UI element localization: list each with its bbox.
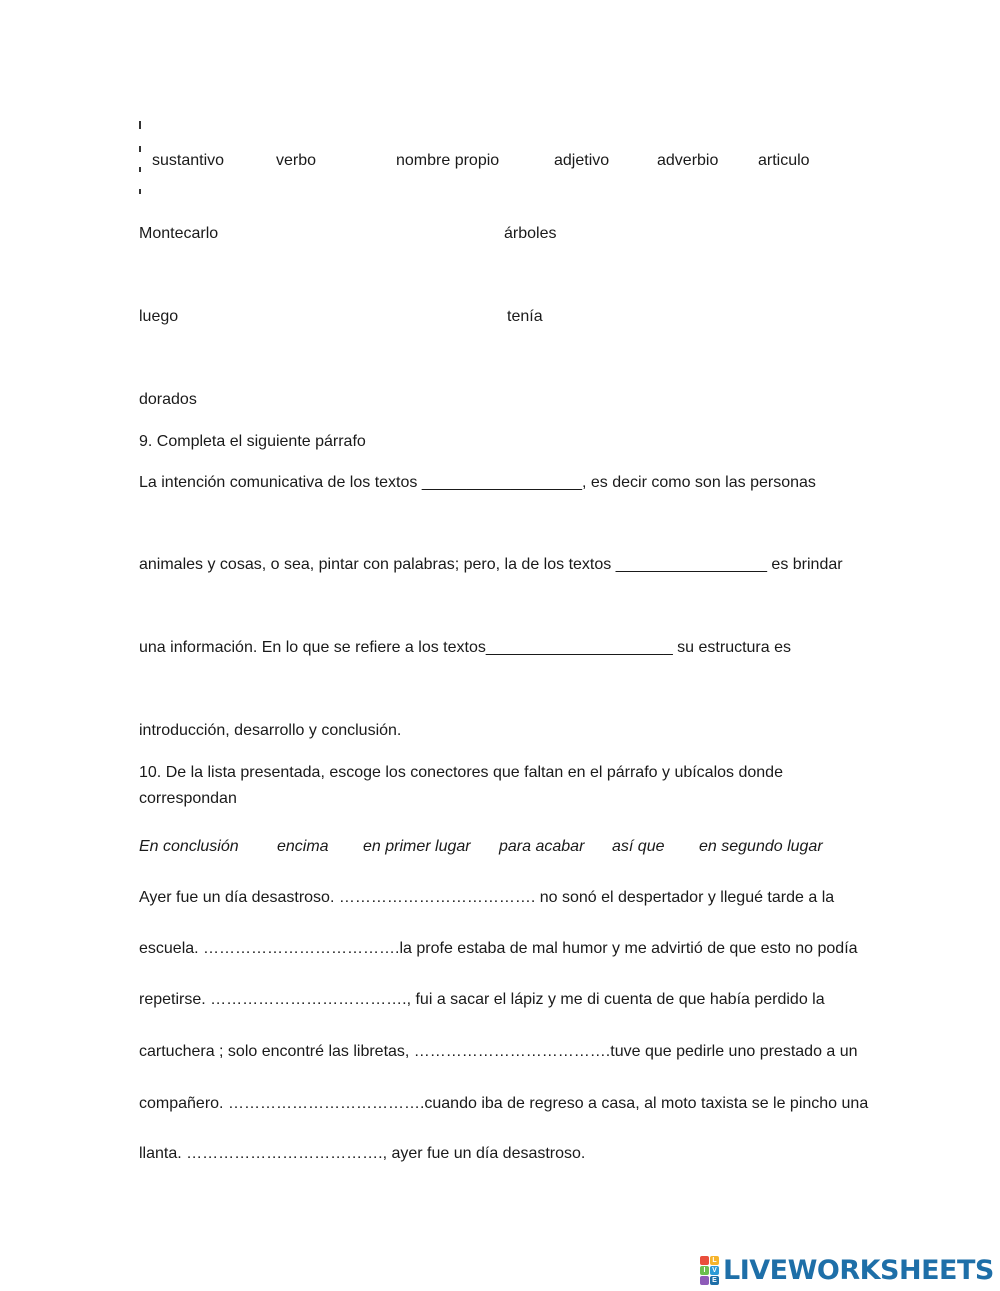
q10-paragraph-line: compañero. ……………………………….cuando iba de regreso a casa, al moto taxista se le pincho una — [139, 1095, 869, 1112]
connector-para-acabar: para acabar — [499, 838, 585, 855]
category-sustantivo: sustantivo — [152, 152, 225, 169]
question-9-title: 9. Completa el siguiente párrafo — [139, 433, 366, 450]
logo-square: I — [700, 1266, 709, 1275]
connector-asi-que: así que — [612, 838, 665, 855]
liveworksheets-logo[interactable] — [700, 1255, 994, 1285]
word-dorados: dorados — [139, 391, 197, 408]
word-luego: luego — [139, 308, 179, 325]
q9-paragraph-line: La intención comunicativa de los textos __________________, es decir como son las personas — [139, 474, 816, 491]
category-nombre-propio: nombre propio — [396, 152, 500, 169]
margin-mark — [139, 189, 141, 194]
question-10-title-cont: correspondan — [139, 790, 237, 807]
margin-mark — [139, 146, 141, 152]
q10-paragraph-line: repetirse. ………………………………., fui a sacar el lápiz y me di cuenta de que había perdido la — [139, 991, 825, 1008]
q9-paragraph-line: introducción, desarrollo y conclusión. — [139, 722, 402, 739]
margin-mark — [139, 167, 141, 172]
word-montecarlo: Montecarlo — [139, 225, 219, 242]
q9-paragraph-line: una información. En lo que se refiere a los textos_____________________ su estructura es — [139, 639, 791, 656]
q9-paragraph-line: animales y cosas, o sea, pintar con palabras; pero, la de los textos _________________ es brindar — [139, 556, 843, 573]
question-10-title: 10. De la lista presentada, escoge los conectores que faltan en el párrafo y ubícalos donde — [139, 764, 783, 781]
logo-square: L — [710, 1256, 719, 1265]
connector-encima: encima — [277, 838, 329, 855]
brand-name: LIVEWORKSHEETS — [723, 1254, 994, 1286]
category-adjetivo: adjetivo — [554, 152, 610, 169]
category-articulo: articulo — [758, 152, 810, 169]
logo-square: V — [710, 1266, 719, 1275]
word-tenia: tenía — [507, 308, 543, 325]
logo-square — [700, 1256, 709, 1265]
q10-paragraph-line: Ayer fue un día desastroso. ………………………………. no sonó el despertador y llegué tarde a la — [139, 889, 835, 906]
connector-en-segundo-lugar: en segundo lugar — [699, 838, 823, 855]
logo-square: E — [710, 1276, 719, 1285]
q10-paragraph-line: cartuchera ; solo encontré las libretas, ……………………………….tuve que pedirle uno prestado a un — [139, 1043, 858, 1060]
q10-paragraph-line: escuela. ……………………………….la profe estaba de mal humor y me advirtió de que esto no podía — [139, 940, 858, 957]
margin-mark — [139, 121, 141, 129]
connector-en-primer-lugar: en primer lugar — [363, 838, 471, 855]
liveworksheets-logo-icon — [700, 1256, 719, 1285]
category-adverbio: adverbio — [657, 152, 719, 169]
category-verbo: verbo — [276, 152, 317, 169]
word-arboles: árboles — [504, 225, 557, 242]
connector-en-conclusion: En conclusión — [139, 838, 239, 855]
q10-paragraph-line: llanta. ………………………………., ayer fue un día desastroso. — [139, 1145, 586, 1162]
logo-square — [700, 1276, 709, 1285]
